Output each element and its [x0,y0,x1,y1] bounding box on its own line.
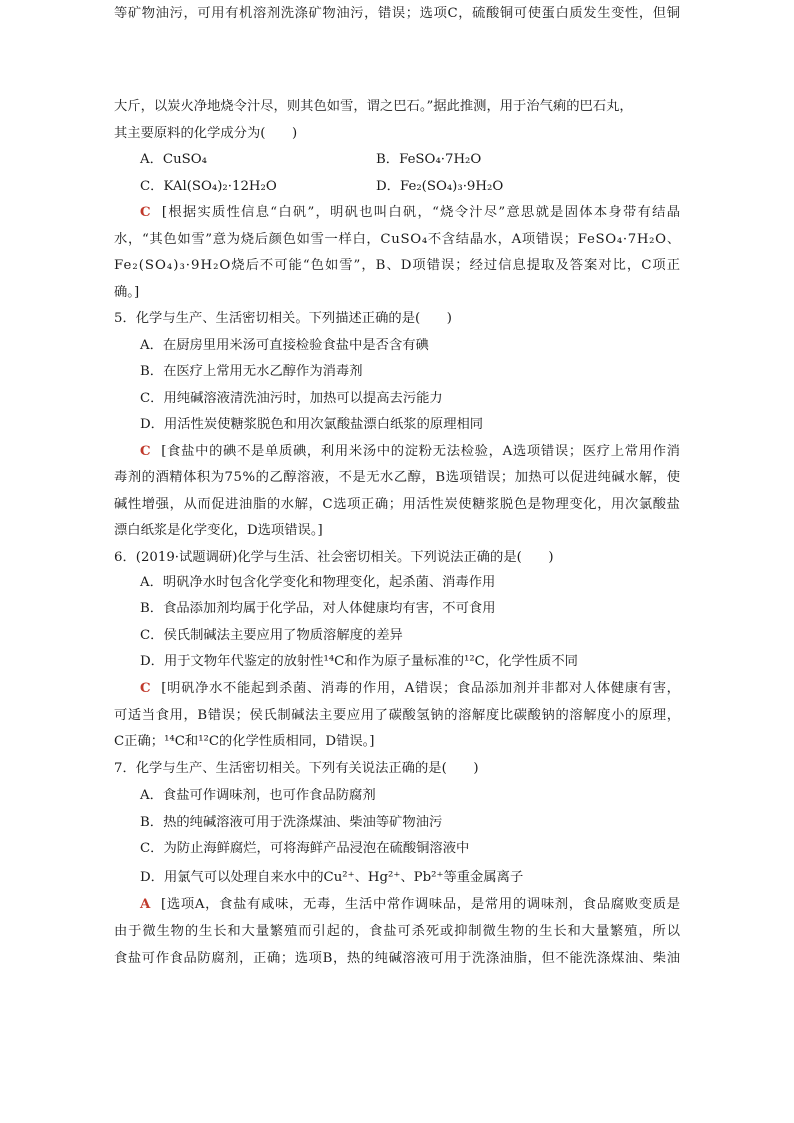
q4-options-row2 [0,173,794,200]
q5-answer-3-line [114,491,681,518]
q5-option-a-text: A．在厨房里用米汤可直接检验食盐中是否含有碘 [140,338,429,353]
q6-stem [0,544,794,571]
q7-answer-4-text: 等矿物油污，可用有机溶剂洗涤矿物油污，错误；选项C，硫酸铜可使蛋白质发生变性，但铜 [114,6,681,21]
q5-option-b-text: B．在医疗上常用无水乙醇作为消毒剂 [140,364,363,379]
q6-option-c [0,622,794,649]
q5-option-d [0,411,794,438]
q7-option-c-line [140,835,469,862]
answer-mark: A [140,897,152,912]
q5-option-b-line [140,358,363,385]
q7-answer-1-line [140,891,681,918]
q7-answer-4-line [114,0,681,27]
q5-answer-3 [0,491,794,518]
q6-answer-3 [0,728,794,755]
q4-stem-2 [0,120,794,147]
q7-option-b [0,809,794,836]
q4-options-row2-right: D．Fe₂(SO₄)₃·9H₂O [376,179,504,194]
q7-answer-2-line [114,918,681,945]
q7-stem-line [114,755,479,782]
q4-answer-4-text: 确。] [114,285,140,300]
q5-answer-4 [0,517,794,544]
q7-answer-2 [0,918,794,945]
q7-option-c [0,835,794,862]
q5-option-a-line [140,332,429,359]
q7-option-d-line [140,864,523,891]
q4-answer-4-line [114,279,139,306]
q7-option-c-text: C．为防止海鲜腐烂，可将海鲜产品浸泡在硫酸铜溶液中 [140,841,470,856]
q7-answer-3-text: 食盐可作食品防腐剂，正确；选项B，热的纯碱溶液可用于洗涤油脂，但不能洗涤煤油、柴油 [114,951,681,966]
q5-stem-text: 5．化学与生产、生活密切相关。下列描述正确的是( ) [114,311,452,326]
q5-option-c-text: C．用纯碱溶液清洗油污时，加热可以提高去污能力 [140,391,443,406]
q6-option-b-text: B．食品添加剂均属于化学品，对人体健康均有害，不可食用 [140,601,496,616]
answer-mark: C [140,205,152,220]
q4-options-row2-left: C．KAl(SO₄)₂·12H₂O [140,179,277,194]
q5-answer-2-line [114,464,681,491]
q7-option-b-line [140,809,442,836]
q5-answer-1-text: [食盐中的碘不是单质碘，利用米汤中的淀粉无法检验，A选项错误；医疗上常用作消 [161,444,681,459]
q7-stem-text: 7．化学与生产、生活密切相关。下列有关说法正确的是( ) [114,761,479,776]
q4-stem-2-line [114,120,297,147]
q4-answer-4 [0,279,794,306]
q5-stem-line [114,305,452,332]
q6-answer-2-line [114,702,681,729]
q6-answer-1-line [140,675,681,702]
q7-option-d [0,864,794,891]
q5-answer-4-line [114,517,323,544]
q5-answer-1 [0,438,794,465]
q5-answer-1-line [140,438,681,465]
q7-option-d-text: D．用氯气可以处理自来水中的Cu²⁺、Hg²⁺、Pb²⁺等重金属离子 [140,870,524,885]
q5-option-b [0,358,794,385]
q7-option-b-text: B．热的纯碱溶液可用于洗涤煤油、柴油等矿物油污 [140,815,443,830]
q4-answer-3 [0,252,794,279]
q4-answer-2-line [114,226,681,253]
q6-option-d-line [140,648,578,675]
q7-stem [0,755,794,782]
q6-answer-2 [0,702,794,729]
q5-stem [0,305,794,332]
q6-answer-1-text: [明矾净水不能起到杀菌、消毒的作用，A错误；食品添加剂并非都对人体健康有害， [161,681,681,696]
q7-option-a-line [140,782,376,809]
q4-answer-1-line [140,199,681,226]
q7-answer-1-text: [选项A，食盐有咸味，无毒，生活中常作调味品，是常用的调味剂，食品腐败变质是 [161,897,681,912]
q6-option-d-text: D．用于文物年代鉴定的放射性¹⁴C和作为原子量标准的¹²C，化学性质不同 [140,654,578,669]
q5-answer-3-text: 碱性增强，从而促进油脂的水解，C选项正确；用活性炭使糖浆脱色是物理变化，用次氯酸盐 [114,497,681,512]
q4-stem-1-line [114,93,633,120]
q4-answer-3-line [114,252,681,279]
q6-answer-3-line [114,728,375,755]
q4-stem-1-text: 大斤，以炭火净地烧令汁尽，则其色如雪，谓之巴石。”据此推测，用于治气痢的巴石丸， [114,99,633,114]
q4-stem-1 [0,93,794,120]
q4-stem-2-text: 其主要原料的化学成分为( ) [114,126,298,141]
q4-options-row1-left: A．CuSO₄ [140,152,207,167]
q7-option-a [0,782,794,809]
q6-option-a-line [140,569,495,596]
q4-options-row1 [0,146,794,173]
q5-option-d-line [140,411,483,438]
q4-answer-1 [0,199,794,226]
q7-option-a-text: A．食盐可作调味剂，也可作食品防腐剂 [140,788,376,803]
q5-answer-4-text: 漂白纸浆是化学变化，D选项错误。] [114,523,323,538]
q6-option-c-text: C．侯氏制碱法主要应用了物质溶解度的差异 [140,628,403,643]
q5-option-a [0,332,794,359]
q6-option-a [0,569,794,596]
q6-option-d [0,648,794,675]
q7-answer-2-text: 由于微生物的生长和大量繁殖而引起的，食盐可杀死或抑制微生物的生长和大量繁殖，所以 [114,924,681,939]
q5-answer-2 [0,464,794,491]
q4-answer-3-text: Fe₂(SO₄)₃·9H₂O烧后不可能“色如雪”，B、D项错误；经过信息提取及答案对比，C项正 [114,258,682,273]
q6-option-b [0,595,794,622]
q7-answer-4 [0,0,794,27]
q4-answer-2-text: 水，“其色如雪”意为烧后颜色如雪一样白，CuSO₄不含结晶水，A项错误；FeSO₄·7H₂O、 [114,232,681,247]
answer-mark: C [140,444,152,459]
answer-mark: C [140,681,152,696]
q5-answer-2-text: 毒剂的酒精体积为75%的乙醇溶液，不是无水乙醇，B选项错误；加热可以促进纯碱水解，使 [114,470,681,485]
q7-answer-1 [0,891,794,918]
q5-option-c-line [140,385,443,412]
q4-answer-2 [0,226,794,253]
q6-stem-text: 6．(2019·试题调研)化学与生活、社会密切相关。下列说法正确的是( ) [114,550,554,565]
q5-option-c [0,385,794,412]
q5-option-d-text: D．用活性炭使糖浆脱色和用次氯酸盐漂白纸浆的原理相同 [140,417,484,432]
q6-answer-2-text: 可适当食用，B错误；侯氏制碱法主要应用了碳酸氢钠的溶解度比碳酸钠的溶解度小的原理， [114,708,681,723]
q6-option-b-line [140,595,496,622]
q7-answer-3 [0,945,794,972]
q6-stem-line [114,544,554,571]
q6-option-a-text: A．明矾净水时包含化学变化和物理变化，起杀菌、消毒作用 [140,575,496,590]
q6-answer-3-text: C正确；¹⁴C和¹²C的化学性质相同，D错误。] [114,734,375,749]
q4-options-row1-right: B．FeSO₄·7H₂O [376,152,482,167]
q4-answer-1-text: [根据实质性信息“白矾”，明矾也叫白矾，“烧令汁尽”意思就是固体本身带有结晶 [161,205,682,220]
q6-option-c-line [140,622,403,649]
q7-answer-3-line [114,945,681,972]
q6-answer-1 [0,675,794,702]
